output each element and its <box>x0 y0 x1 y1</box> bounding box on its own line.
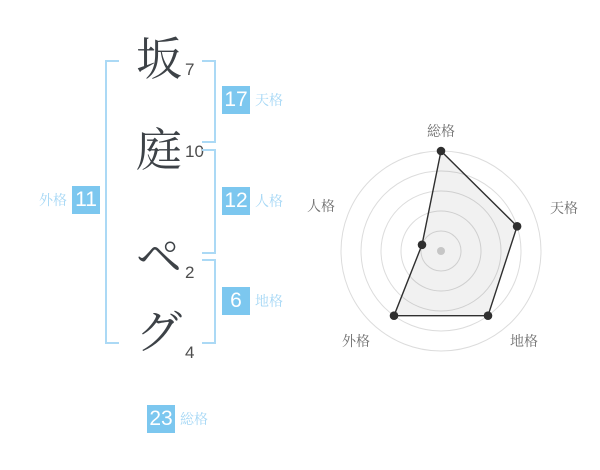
name-character-2: 庭 <box>136 124 182 176</box>
gaikaku-bracket <box>105 60 119 344</box>
chikaku-bracket <box>202 259 216 344</box>
tenkaku-score-box: 17 <box>222 86 250 114</box>
chikaku-score-box: 6 <box>222 287 250 315</box>
stroke-count-1: 7 <box>185 60 195 79</box>
radar-axis-label-soukaku: 総格 <box>427 123 455 139</box>
gaikaku-score-label: 外格 <box>39 192 67 208</box>
tenkaku-score-label: 天格 <box>255 92 283 108</box>
radar-axis-label-jinkaku: 人格 <box>307 198 335 214</box>
chikaku-score-label: 地格 <box>255 293 283 309</box>
radar-axis-label-chikaku: 地格 <box>510 333 538 349</box>
jinkaku-score-label: 人格 <box>255 193 283 209</box>
jinkaku-score-box: 12 <box>222 187 250 215</box>
stroke-count-4: 4 <box>185 343 195 362</box>
stroke-count-3: 2 <box>185 263 195 282</box>
radar-chart <box>301 111 581 391</box>
radar-axis-label-gaikaku: 外格 <box>342 333 370 349</box>
tenkaku-bracket <box>202 60 216 143</box>
stroke-count-2: 10 <box>185 142 204 161</box>
name-character-1: 坂 <box>136 33 182 85</box>
soukaku-score-label: 総格 <box>180 411 208 427</box>
soukaku-score-box: 23 <box>147 405 175 433</box>
jinkaku-bracket <box>202 149 216 254</box>
radar-axis-label-tenkaku: 天格 <box>550 200 578 216</box>
name-character-3: ペ <box>136 231 182 283</box>
gaikaku-score-box: 11 <box>72 186 100 214</box>
name-character-4: グ <box>136 306 182 358</box>
